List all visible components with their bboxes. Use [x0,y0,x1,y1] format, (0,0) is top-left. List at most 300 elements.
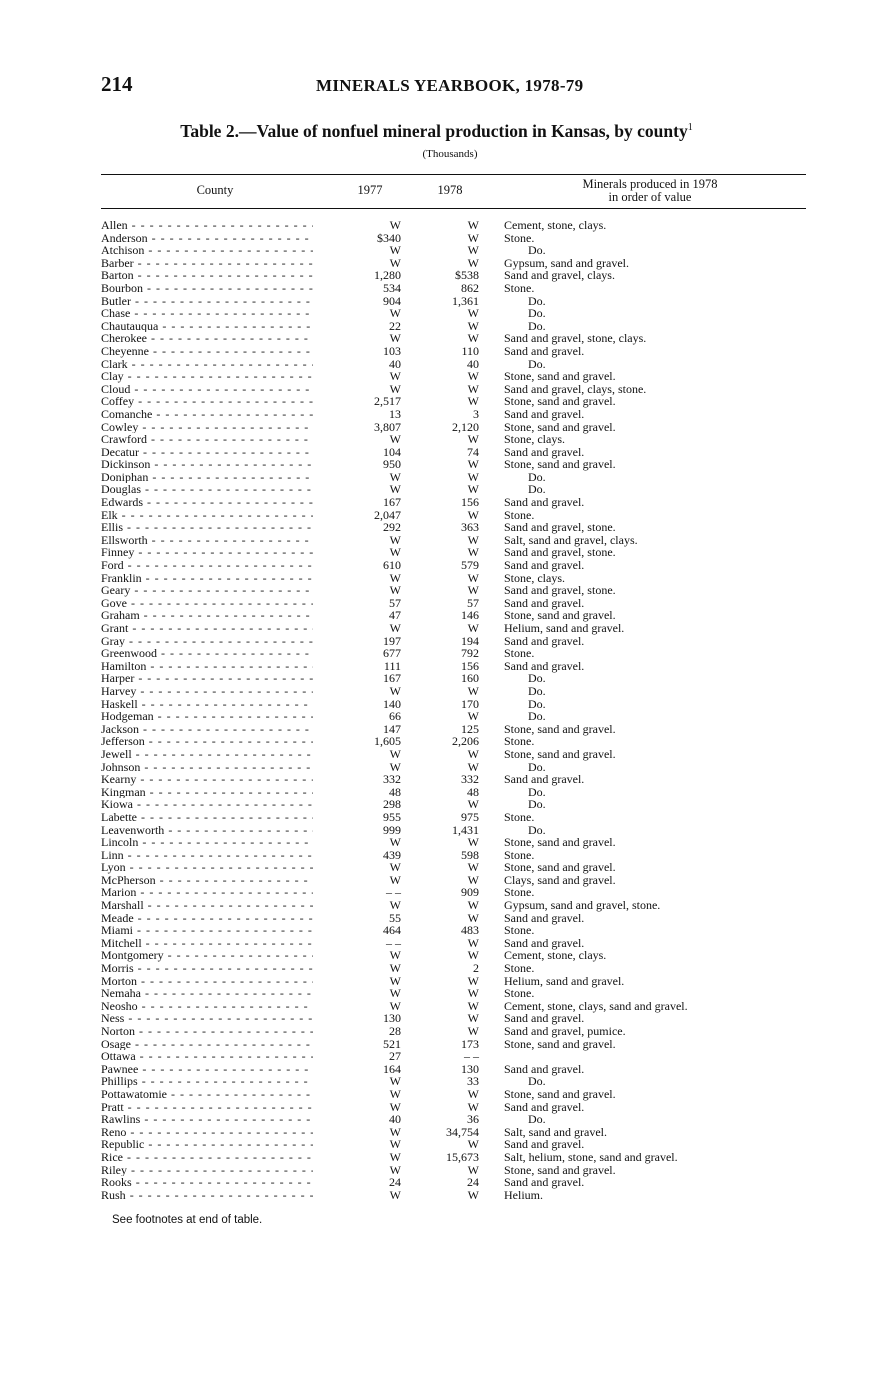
value-1977-cell: $340 [377,230,401,245]
county-cell: Pratt - - - [101,1101,313,1114]
county-cell: Cherokee - - - [101,332,313,345]
value-1977-cell: W [389,860,401,875]
value-1977-cell: W [389,469,401,484]
table-row [101,899,806,912]
value-1978-cell: 156 [461,658,479,673]
value-1978-cell: – – [464,1049,479,1064]
minerals-cell: Stone. [504,986,535,1001]
column-header-minerals-line2: in order of value [608,190,692,204]
table-row [101,735,806,748]
minerals-cell: Stone. [504,734,535,749]
minerals-cell: Do. [528,482,546,497]
value-1977-cell: 999 [383,822,401,837]
value-1977-cell: W [389,683,401,698]
table-row [101,282,806,295]
minerals-cell: Sand and gravel. [504,444,585,459]
value-1977-cell: 298 [383,797,401,812]
value-1977-cell: W [389,621,401,635]
county-cell: Mitchell - - - [101,937,313,950]
minerals-cell: Cement, stone, clays. [504,218,607,232]
table-row [101,1025,806,1038]
value-1977-cell: W [389,243,401,258]
county-cell: Hamilton - - - [101,660,313,673]
minerals-cell: Stone, sand and gravel. [504,835,616,850]
county-cell: Anderson - - - [101,232,313,245]
county-cell: Meade - - - [101,912,313,925]
county-cell: Osage - - - [101,1038,313,1051]
value-1977-cell: W [389,1137,401,1152]
value-1977-cell: W [389,381,401,396]
value-1977-cell: W [389,1086,401,1101]
county-cell: Clay - - - [101,370,313,383]
minerals-cell: Sand and gravel. [504,772,585,787]
value-1978-cell: W [467,1011,479,1026]
county-cell: Barton - - - [101,269,313,282]
minerals-cell: Do. [528,318,546,333]
value-1977-cell: – – [386,935,401,950]
page-number: 214 [101,72,133,96]
minerals-cell: Stone, sand and gravel. [504,1162,616,1177]
table-row [101,1176,806,1189]
table-row [101,345,806,358]
value-1978-cell: W [467,683,479,698]
value-1978-cell: W [467,709,479,724]
table-row [101,383,806,396]
county-cell: Doniphan - - - [101,471,313,484]
table-row [101,320,806,333]
value-1978-cell: 975 [461,809,479,824]
value-1977-cell: W [389,545,401,560]
table-row [101,534,806,547]
value-1978-cell: W [467,457,479,472]
table-row [101,1151,806,1164]
minerals-cell: Sand and gravel. [504,1061,585,1076]
value-1978-cell: W [467,1162,479,1177]
table-row [101,849,806,862]
county-cell: Hodgeman - - - [101,710,313,723]
county-cell: Jefferson - - - [101,735,313,748]
value-1977-cell: W [389,1099,401,1114]
table-title-text: Table 2.—Value of nonfuel mineral production in Kansas, by county [180,121,688,141]
table-row [101,962,806,975]
minerals-cell: Sand and gravel. [504,633,585,648]
value-1978-cell: W [467,230,479,245]
minerals-cell: Sand and gravel. [504,1137,585,1152]
value-1978-cell: 862 [461,280,479,295]
value-1978-cell: 173 [461,1036,479,1051]
value-1978-cell: W [467,872,479,887]
table-row [101,748,806,761]
county-cell: Kingman - - - [101,786,313,799]
value-1978-cell: 130 [461,1061,479,1076]
value-1977-cell: W [389,746,401,761]
table-row [101,295,806,308]
value-1977-cell: W [389,898,401,913]
county-cell: Linn - - - [101,849,313,862]
table-row [101,622,806,635]
minerals-cell: Do. [528,243,546,258]
value-1978-cell: 146 [461,608,479,623]
value-1978-cell: 909 [461,885,479,900]
value-1978-cell: W [467,255,479,270]
minerals-cell: Gypsum, sand and gravel. [504,255,629,270]
county-cell: Cloud - - - [101,383,313,396]
value-1978-cell: 1,361 [452,293,479,308]
minerals-cell: Sand and gravel. [504,935,585,950]
value-1977-cell: W [389,331,401,346]
county-cell: Harper - - - [101,672,313,685]
table-row [101,975,806,988]
table-row [101,509,806,522]
minerals-cell: Do. [528,759,546,774]
value-1977-cell: W [389,948,401,963]
county-cell: Labette - - - [101,811,313,824]
county-cell: Greenwood - - - [101,647,313,660]
minerals-cell: Stone. [504,923,535,938]
table-header-rule [101,208,806,209]
table-row [101,332,806,345]
value-1977-cell: 955 [383,809,401,824]
value-1977-cell: W [389,872,401,887]
minerals-cell: Stone. [504,646,535,661]
value-1978-cell: W [467,381,479,396]
value-1977-cell: 521 [383,1036,401,1051]
minerals-cell: Salt, sand and gravel. [504,1124,607,1139]
value-1978-cell: W [467,432,479,447]
value-1978-cell: W [467,469,479,484]
value-1978-cell: 332 [461,772,479,787]
minerals-cell: Stone, sand and gravel. [504,369,616,384]
table-row [101,773,806,786]
table-row [101,408,806,421]
table-row [101,1113,806,1126]
value-1978-cell: 57 [467,595,479,610]
minerals-cell: Stone. [504,230,535,245]
value-1977-cell: W [389,1149,401,1164]
table-row [101,370,806,383]
value-1978-cell: 792 [461,646,479,661]
county-cell: Morton - - - [101,975,313,988]
county-cell: Pottawatomie - - - [101,1088,313,1101]
value-1977-cell: W [389,835,401,850]
table-row [101,269,806,282]
value-1978-cell: 598 [461,847,479,862]
county-cell: Elk - - - [101,509,313,522]
county-cell: Harvey - - - [101,685,313,698]
table-row [101,861,806,874]
value-1978-cell: W [467,532,479,547]
table-row [101,1075,806,1088]
value-1977-cell: W [389,1187,401,1202]
county-cell: Chautauqua - - - [101,320,313,333]
column-header-1977: 1977 [357,183,383,197]
value-1977-cell: W [389,532,401,547]
table-row [101,496,806,509]
minerals-cell: Stone, sand and gravel. [504,457,616,472]
minerals-cell: Sand and gravel, pumice. [504,1024,626,1038]
minerals-cell: Do. [528,1112,546,1127]
table-row [101,761,806,774]
value-1978-cell: 156 [461,495,479,510]
minerals-cell: Stone, sand and gravel. [504,860,616,875]
county-cell: Geary - - - [101,584,313,597]
county-cell: Rush - - - [101,1189,313,1202]
value-1978-cell: 74 [467,444,479,459]
county-cell: Butler - - - [101,295,313,308]
county-cell: Clark - - - [101,358,313,371]
county-cell: Barber - - - [101,257,313,270]
value-1977-cell: 904 [383,293,401,308]
table-row [101,597,806,610]
value-1978-cell: 483 [461,923,479,938]
value-1978-cell: 2,206 [452,734,479,749]
table-row [101,433,806,446]
county-cell: Kearny - - - [101,773,313,786]
value-1977-cell: 1,605 [374,734,401,749]
table-row [101,924,806,937]
value-1978-cell: W [467,910,479,925]
minerals-cell: Stone. [504,847,535,862]
value-1977-cell: 66 [389,709,401,724]
minerals-cell: Sand and gravel, clays. [504,268,615,283]
table-row [101,647,806,660]
column-header-1978: 1978 [437,183,463,197]
value-1978-cell: $538 [455,268,479,283]
table-row [101,1126,806,1139]
table-row [101,244,806,257]
table-row [101,912,806,925]
county-cell: Republic - - - [101,1138,313,1151]
value-1978-cell: W [467,331,479,346]
county-cell: Reno - - - [101,1126,313,1139]
minerals-cell: Stone. [504,961,535,976]
minerals-cell: Stone, sand and gravel. [504,419,616,434]
county-cell: Cowley - - - [101,421,313,434]
county-cell: Cheyenne - - - [101,345,313,358]
value-1977-cell: 24 [389,1175,401,1190]
value-1977-cell: 332 [383,772,401,787]
table-row [101,1000,806,1013]
value-1978-cell: 33 [467,1074,479,1089]
county-cell: Morris - - - [101,962,313,975]
value-1977-cell: 57 [389,595,401,610]
value-1978-cell: W [467,998,479,1013]
minerals-cell: Helium, sand and gravel. [504,973,625,988]
county-cell: Pawnee - - - [101,1063,313,1076]
table-row [101,987,806,1000]
minerals-cell: Sand and gravel. [504,1011,585,1026]
value-1977-cell: W [389,369,401,384]
minerals-cell: Sand and gravel. [504,343,585,358]
county-cell: Graham - - - [101,609,313,622]
value-1977-cell: 2,517 [374,394,401,409]
county-cell: Lyon - - - [101,861,313,874]
county-cell: Ford - - - [101,559,313,572]
county-cell: Montgomery - - - [101,949,313,962]
minerals-cell: Do. [528,709,546,724]
minerals-cell: Cement, stone, clays, sand and gravel. [504,998,688,1013]
minerals-cell: Do. [528,293,546,308]
value-1977-cell: 164 [383,1061,401,1076]
value-1977-cell: – – [386,885,401,900]
value-1978-cell: W [467,1137,479,1152]
county-cell: Coffey - - - [101,395,313,408]
county-cell: Rawlins - - - [101,1113,313,1126]
value-1978-cell: 160 [461,671,479,686]
value-1977-cell: 55 [389,910,401,925]
minerals-cell: Do. [528,797,546,812]
value-1977-cell: 677 [383,646,401,661]
value-1977-cell: W [389,570,401,585]
table-row [101,521,806,534]
table-row [101,786,806,799]
county-cell: McPherson - - - [101,874,313,887]
county-cell: Dickinson - - - [101,458,313,471]
column-header-minerals-line1: Minerals produced in 1978 [582,177,718,191]
value-1977-cell: 950 [383,457,401,472]
county-cell: Chase - - - [101,307,313,320]
value-1978-cell: W [467,973,479,988]
value-1978-cell: W [467,759,479,774]
county-cell: Finney - - - [101,546,313,559]
minerals-cell: Stone, sand and gravel. [504,1036,616,1051]
value-1978-cell: 1,431 [452,822,479,837]
value-1977-cell: W [389,482,401,497]
minerals-cell: Stone. [504,885,535,900]
value-1978-cell: 194 [461,633,479,648]
minerals-cell: Do. [528,696,546,711]
county-cell: Crawford - - - [101,433,313,446]
table-row [101,635,806,648]
county-cell: Norton - - - [101,1025,313,1038]
county-cell: Nemaha - - - [101,987,313,1000]
county-cell: Grant - - - [101,622,313,635]
minerals-cell: Stone, sand and gravel. [504,394,616,409]
county-cell: Miami - - - [101,924,313,937]
table-row [101,458,806,471]
table-row [101,358,806,371]
table-row [101,836,806,849]
value-1978-cell: 2,120 [452,419,479,434]
value-1978-cell: W [467,935,479,950]
value-1977-cell: 610 [383,558,401,573]
value-1978-cell: 40 [467,356,479,371]
minerals-cell: Stone, sand and gravel. [504,1086,616,1101]
table-row [101,949,806,962]
table-row [101,698,806,711]
value-1977-cell: 111 [383,658,401,673]
table-row [101,1101,806,1114]
county-cell: Marshall - - - [101,899,313,912]
value-1978-cell: W [467,306,479,321]
value-1977-cell: W [389,306,401,321]
table-row [101,672,806,685]
county-cell: Ellsworth - - - [101,534,313,547]
table-row [101,798,806,811]
minerals-cell: Sand and gravel. [504,595,585,610]
table-row [101,395,806,408]
value-1977-cell: 104 [383,444,401,459]
minerals-cell: Do. [528,306,546,321]
value-1978-cell: 36 [467,1112,479,1127]
value-1978-cell: W [467,1024,479,1038]
minerals-cell: Stone, clays. [504,432,565,447]
value-1978-cell: W [467,746,479,761]
county-cell: Neosho - - - [101,1000,313,1013]
county-cell: Johnson - - - [101,761,313,774]
value-1978-cell: 363 [461,520,479,535]
value-1977-cell: W [389,583,401,598]
table-row [101,660,806,673]
minerals-cell: Sand and gravel, stone. [504,583,616,598]
value-1977-cell: W [389,218,401,232]
table-row [101,1012,806,1025]
county-cell: Atchison - - - [101,244,313,257]
minerals-cell: Stone, sand and gravel. [504,721,616,736]
county-cell: Rooks - - - [101,1176,313,1189]
county-cell: Phillips - - - [101,1075,313,1088]
value-1977-cell: 1,280 [374,268,401,283]
value-1977-cell: 40 [389,1112,401,1127]
table-row [101,232,806,245]
minerals-cell: Sand and gravel, stone. [504,545,616,560]
table-row [101,307,806,320]
value-1977-cell: W [389,998,401,1013]
value-1978-cell: W [467,545,479,560]
county-cell: Jackson - - - [101,723,313,736]
value-1977-cell: 27 [389,1049,401,1064]
minerals-cell: Do. [528,784,546,799]
table-row [101,874,806,887]
minerals-cell: Sand and gravel, clays, stone. [504,381,647,396]
value-1978-cell: W [467,986,479,1001]
value-1977-cell: 103 [383,343,401,358]
value-1978-cell: W [467,507,479,522]
table-row [101,1063,806,1076]
minerals-cell: Stone. [504,507,535,522]
table-row [101,811,806,824]
value-1978-cell: W [467,860,479,875]
table-row [101,572,806,585]
value-1978-cell: 110 [461,343,479,358]
minerals-cell: Helium. [504,1187,543,1202]
value-1978-cell: W [467,1187,479,1202]
minerals-cell: Stone. [504,280,535,295]
minerals-cell: Sand and gravel. [504,406,585,421]
table-row [101,471,806,484]
county-cell: Douglas - - - [101,483,313,496]
table-row [101,609,806,622]
value-1977-cell: 140 [383,696,401,711]
value-1978-cell: W [467,318,479,333]
value-1978-cell: 34,754 [446,1124,479,1139]
county-cell: Haskell - - - [101,698,313,711]
county-cell: Gove - - - [101,597,313,610]
minerals-cell: Sand and gravel. [504,495,585,510]
minerals-cell: Do. [528,822,546,837]
table-title-footnote-mark: 1 [687,122,693,134]
table-row [101,483,806,496]
minerals-cell: Salt, sand and gravel, clays. [504,532,638,547]
value-1978-cell: W [467,797,479,812]
minerals-cell: Sand and gravel. [504,1099,585,1114]
table-row [101,446,806,459]
minerals-cell: Do. [528,671,546,686]
value-1977-cell: 13 [389,406,401,421]
minerals-cell: Helium, sand and gravel. [504,621,625,635]
table-row [101,257,806,270]
table-row [101,584,806,597]
